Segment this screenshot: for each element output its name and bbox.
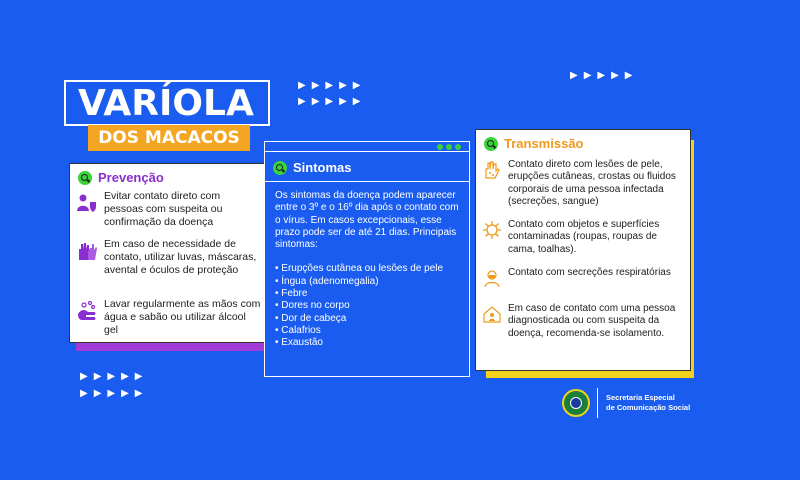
- prevencao-card: [69, 163, 267, 343]
- org-line2: de Comunicação Social: [606, 403, 691, 412]
- transmissao-text: Contato com secreções respiratórias: [508, 267, 671, 278]
- hand-lesion-icon: [482, 160, 502, 180]
- transmissao-title: Transmissão: [504, 136, 584, 151]
- search-icon: [273, 161, 287, 175]
- sintomas-list: [275, 263, 459, 349]
- list-item: • Íngua (adenomegalia): [275, 276, 459, 288]
- sintomas-card: [264, 141, 470, 377]
- sintomas-intro: Os sintomas da doença podem aparecer entre o 3º e o 16º dia após o contato com o vírus. Em casos excepcionais, esse prazo pode ser de até 21 dias. Principais sintomas:: [275, 190, 459, 251]
- list-item: • Febre: [275, 288, 459, 300]
- arrows-decoration: ▶▶▶▶▶: [570, 70, 639, 81]
- arrows-decoration: ▶▶▶▶▶: [298, 80, 367, 91]
- search-icon: [78, 171, 92, 185]
- government-seal-icon: [562, 389, 590, 417]
- list-item: [76, 190, 262, 229]
- organization-name: [606, 393, 690, 413]
- list-item: • Erupções cutânea ou lesões de pele: [275, 263, 459, 275]
- title-box: [64, 80, 270, 126]
- divider: [597, 388, 598, 418]
- transmissao-header: [476, 130, 690, 157]
- home-isolation-icon: [482, 304, 502, 324]
- page-subtitle: DOS MACACOS: [98, 128, 240, 148]
- sintomas-title: Sintomas: [293, 160, 352, 175]
- prevencao-title: Prevenção: [98, 170, 164, 185]
- person-shield-icon: [76, 192, 98, 214]
- hand-wash-icon: [76, 300, 98, 322]
- subtitle-banner: [88, 125, 250, 151]
- sintomas-header: [265, 152, 469, 182]
- list-item: [76, 238, 262, 277]
- arrows-decoration: ▶▶▶▶▶: [298, 96, 367, 107]
- page-title: VARÍOLA: [78, 83, 254, 124]
- window-dots: [437, 144, 461, 150]
- list-item: [482, 267, 686, 288]
- transmissao-text: Em caso de contato com uma pessoa diagnosticada ou com suspeita da doença, recomenda-se isolamento.: [508, 303, 676, 339]
- list-item: [482, 303, 686, 340]
- respiratory-icon: [482, 268, 502, 288]
- list-item: [76, 298, 262, 337]
- search-icon: [484, 137, 498, 151]
- transmissao-card: [475, 129, 691, 371]
- prevencao-text: Lavar regularmente as mãos com água e sabão ou utilizar álcool gel: [104, 298, 261, 336]
- transmissao-text: Contato direto com lesões de pele, erupções cutâneas, crostas ou fluidos corporais de uma pessoa infectada (secreções, sangue): [508, 159, 676, 207]
- window-bar: [265, 142, 469, 152]
- list-item: [482, 159, 686, 208]
- gloves-icon: [76, 240, 98, 262]
- arrows-decoration: ▶▶▶▶▶: [80, 371, 149, 382]
- list-item: • Dor de cabeça: [275, 313, 459, 325]
- prevencao-header: [70, 164, 266, 191]
- list-item: [482, 219, 686, 256]
- arrows-decoration: ▶▶▶▶▶: [80, 388, 149, 399]
- virus-icon: [482, 220, 502, 240]
- list-item: • Exaustão: [275, 337, 459, 349]
- list-item: • Dores no corpo: [275, 300, 459, 312]
- prevencao-text: Evitar contato direto com pessoas com suspeita ou confirmação da doença: [104, 190, 223, 228]
- sintomas-body: [265, 182, 469, 358]
- transmissao-text: Contato com objetos e superfícies contaminadas (roupas, roupas de cama, toalhas).: [508, 219, 660, 255]
- prevencao-text: Em caso de necessidade de contato, utilizar luvas, máscaras, avental e óculos de proteção: [104, 238, 257, 276]
- org-line1: Secretaria Especial: [606, 393, 675, 402]
- list-item: • Calafrios: [275, 325, 459, 337]
